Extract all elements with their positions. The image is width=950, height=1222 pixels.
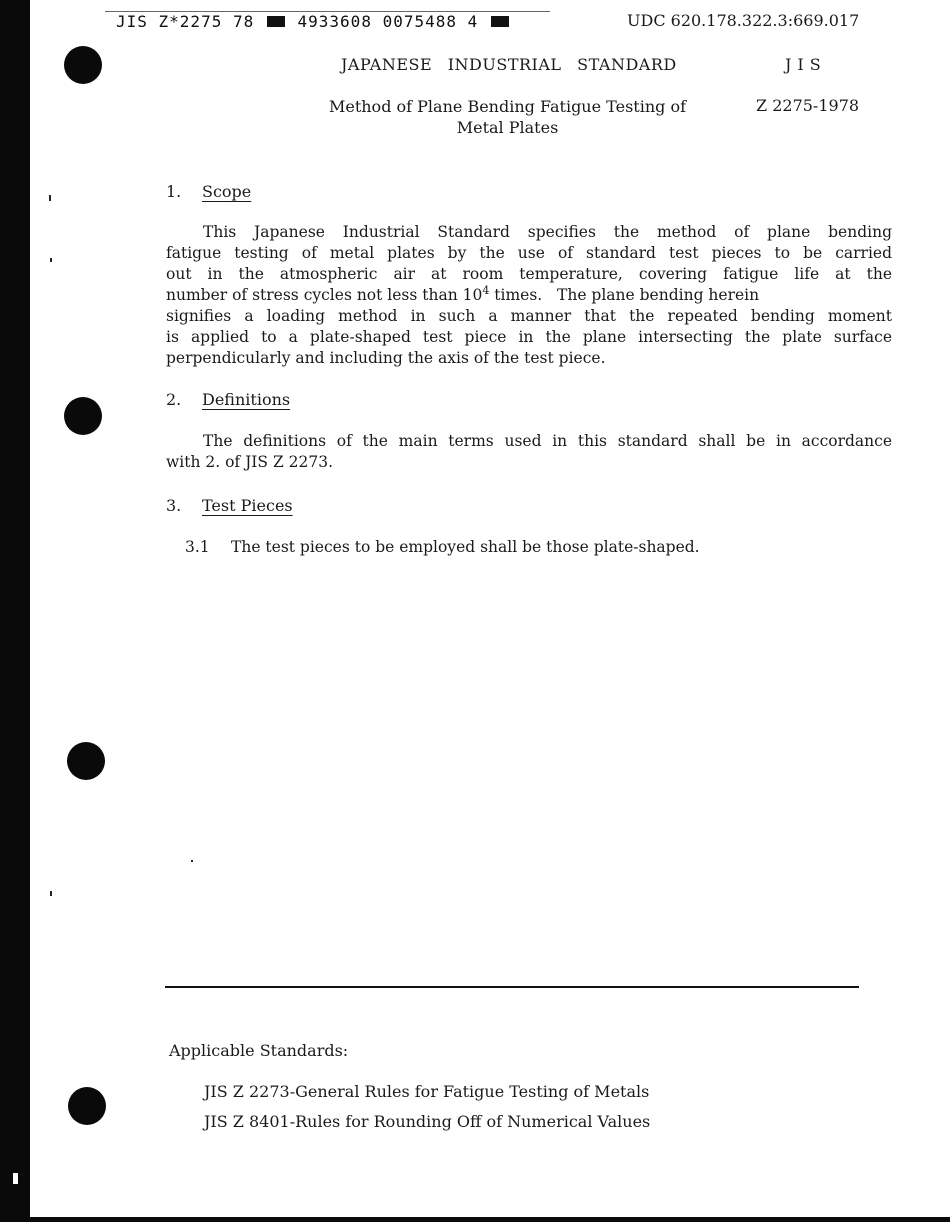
udc-number: UDC 620.178.322.3:669.017 bbox=[627, 11, 860, 30]
punch-hole bbox=[64, 397, 102, 435]
paragraph-line: The definitions of the main terms used in this standard shall be in accordance bbox=[203, 432, 892, 450]
paragraph-line: This Japanese Industrial Standard specifies the method of plane bending bbox=[203, 223, 892, 241]
line-text: times. bbox=[489, 286, 543, 304]
scope-paragraph bbox=[166, 222, 892, 369]
catalog-code-line bbox=[116, 12, 511, 31]
title-line: Metal Plates bbox=[456, 118, 559, 137]
applicable-standard-item: JIS Z 2273-General Rules for Fatigue Testing of Metals bbox=[204, 1082, 650, 1101]
applicable-standards-heading: Applicable Standards: bbox=[169, 1041, 349, 1060]
catalog-code-part: 4933608 0075488 4 bbox=[297, 12, 479, 31]
line-text: number of stress cycles not less than 10 bbox=[166, 286, 483, 304]
footer-rule bbox=[165, 986, 859, 988]
redaction-block bbox=[491, 16, 509, 27]
section-heading-definitions bbox=[166, 390, 290, 409]
paragraph-line: perpendicularly and including the axis of the test piece. bbox=[166, 349, 606, 367]
paragraph-line: with 2. of JIS Z 2273. bbox=[166, 453, 334, 471]
section-title: Scope bbox=[202, 182, 252, 201]
scan-left-border bbox=[0, 0, 30, 1222]
section-number: 1. bbox=[166, 182, 182, 201]
line-text: The plane bending herein bbox=[557, 286, 760, 304]
scan-speck bbox=[191, 860, 193, 862]
subsection-text: The test pieces to be employed shall be those plate-shaped. bbox=[231, 538, 700, 556]
paragraph-line: out in the atmospheric air at room temperature, covering fatigue life at the bbox=[166, 265, 892, 283]
punch-hole bbox=[64, 46, 102, 84]
section-number: 2. bbox=[166, 390, 182, 409]
section-number: 3. bbox=[166, 496, 182, 515]
subsection-number: 3.1 bbox=[185, 538, 210, 556]
section-heading-scope bbox=[166, 182, 251, 201]
scan-speck bbox=[49, 195, 51, 201]
scan-speck bbox=[13, 1173, 18, 1184]
scan-speck bbox=[50, 258, 52, 262]
subsection-3-1 bbox=[185, 538, 700, 556]
exponent: 4 bbox=[482, 284, 490, 297]
section-heading-test-pieces bbox=[166, 496, 293, 515]
redaction-block bbox=[267, 16, 285, 27]
catalog-code-part: JIS Z*2275 78 bbox=[116, 12, 255, 31]
definitions-paragraph bbox=[166, 431, 892, 473]
title-line: Method of Plane Bending Fatigue Testing of bbox=[328, 97, 687, 116]
scan-speck bbox=[50, 891, 52, 896]
standard-organization: JAPANESE INDUSTRIAL STANDARD bbox=[341, 55, 677, 74]
paragraph-line: is applied to a plate-shaped test piece in the plane intersecting the plate surface bbox=[166, 328, 892, 346]
paragraph-line: signifies a loading method in such a manner that the repeated bending moment bbox=[166, 307, 892, 325]
scan-bottom-border bbox=[0, 1217, 950, 1222]
section-title: Test Pieces bbox=[202, 496, 293, 515]
punch-hole bbox=[67, 742, 105, 780]
applicable-standard-item: JIS Z 8401-Rules for Rounding Off of Numerical Values bbox=[204, 1112, 651, 1131]
document-title bbox=[300, 96, 715, 138]
standard-number: Z 2275-1978 bbox=[756, 96, 860, 115]
section-title: Definitions bbox=[202, 390, 291, 409]
jis-mark: JIS bbox=[785, 55, 827, 74]
paragraph-line: fatigue testing of metal plates by the use of standard test pieces to be carried bbox=[166, 244, 892, 262]
punch-hole bbox=[68, 1087, 106, 1125]
paragraph-line-with-exponent bbox=[166, 285, 892, 306]
